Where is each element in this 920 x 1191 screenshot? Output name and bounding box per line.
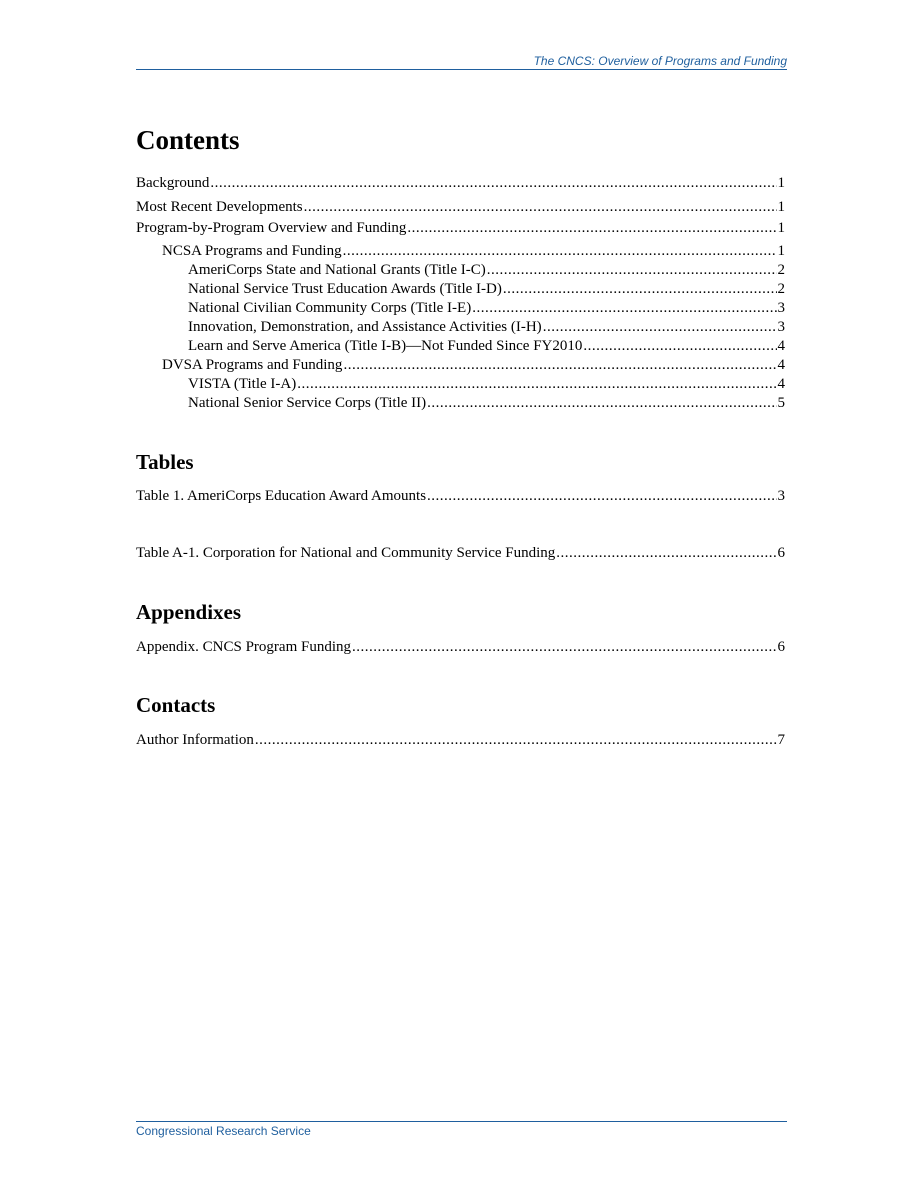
dot-leader	[543, 318, 777, 337]
dot-leader	[583, 337, 776, 356]
toc-entry-page: 7	[777, 732, 785, 748]
toc-entry-ncsa-programs[interactable]	[136, 242, 785, 261]
dot-leader	[556, 544, 776, 563]
toc-entry-americorps-grants[interactable]	[136, 261, 785, 280]
toc-entry-page: 2	[777, 281, 785, 297]
toc-entry-table-a1[interactable]	[136, 544, 785, 563]
toc-entry-title: Table A-1. Corporation for National and Community Service Funding	[136, 545, 556, 561]
toc-entry-title: Table 1. AmeriCorps Education Award Amounts	[136, 488, 427, 504]
toc-entry-title: National Service Trust Education Awards (Title I-D)	[188, 281, 502, 297]
toc-entry-vista[interactable]	[136, 375, 785, 394]
dot-leader	[297, 375, 776, 394]
contacts-heading: Contacts	[136, 693, 216, 717]
toc-entry-education-awards[interactable]	[136, 280, 785, 299]
toc-entry-appendix[interactable]	[136, 638, 785, 657]
footer-rule	[136, 1121, 787, 1122]
dot-leader	[503, 280, 777, 299]
toc-entry-title: Author Information	[136, 732, 254, 748]
toc-entry-title: DVSA Programs and Funding	[162, 357, 343, 373]
toc-entry-background[interactable]	[136, 174, 785, 193]
dot-leader	[343, 242, 777, 261]
toc-entry-title: NCSA Programs and Funding	[162, 243, 342, 259]
toc-entry-page: 3	[777, 488, 785, 504]
dot-leader	[352, 638, 776, 657]
toc-entry-innovation-demonstration[interactable]	[136, 318, 785, 337]
toc-entry-title: Most Recent Developments	[136, 199, 303, 215]
toc-entry-title: Program-by-Program Overview and Funding	[136, 220, 407, 236]
running-footer: Congressional Research Service	[136, 1124, 311, 1138]
toc-entry-title: National Civilian Community Corps (Title I-E)	[188, 300, 472, 316]
dot-leader	[427, 487, 776, 506]
toc-entry-senior-service-corps[interactable]	[136, 394, 785, 413]
dot-leader	[407, 219, 776, 238]
toc-entry-learn-and-serve[interactable]	[136, 337, 785, 356]
toc-entry-civilian-community-corps[interactable]	[136, 299, 785, 318]
toc-entry-title: National Senior Service Corps (Title II)	[188, 395, 427, 411]
toc-entry-program-overview[interactable]	[136, 219, 785, 238]
toc-entry-page: 4	[777, 357, 785, 373]
toc-entry-page: 4	[777, 338, 785, 354]
toc-entry-page: 6	[777, 545, 785, 561]
toc-entry-page: 1	[777, 175, 785, 191]
toc-entry-page: 4	[777, 376, 785, 392]
toc-entry-title: AmeriCorps State and National Grants (Title I-C)	[188, 262, 486, 278]
running-header: The CNCS: Overview of Programs and Funding	[533, 54, 787, 68]
toc-entry-title: Appendix. CNCS Program Funding	[136, 639, 352, 655]
dot-leader	[427, 394, 776, 413]
toc-entry-page: 1	[777, 220, 785, 236]
toc-entry-author-information[interactable]	[136, 731, 785, 750]
toc-entry-table-1[interactable]	[136, 487, 785, 506]
toc-entry-page: 6	[777, 639, 785, 655]
toc-entry-title: Innovation, Demonstration, and Assistance Activities (I-H)	[188, 319, 542, 335]
toc-entry-title: Learn and Serve America (Title I-B)—Not Funded Since FY2010	[188, 338, 583, 354]
appendixes-heading: Appendixes	[136, 600, 242, 624]
toc-entry-page: 2	[777, 262, 785, 278]
toc-entry-page: 3	[777, 319, 785, 335]
dot-leader	[343, 356, 776, 375]
toc-entry-dvsa-programs[interactable]	[136, 356, 785, 375]
dot-leader	[472, 299, 776, 318]
toc-entry-page: 1	[777, 199, 785, 215]
toc-entry-page: 3	[777, 300, 785, 316]
toc-entry-most-recent-developments[interactable]	[136, 198, 785, 217]
toc-entry-page: 5	[777, 395, 785, 411]
contents-heading: Contents	[136, 125, 240, 155]
header-rule	[136, 69, 787, 70]
dot-leader	[210, 174, 776, 193]
toc-entry-page: 1	[777, 243, 785, 259]
toc-entry-title: Background	[136, 175, 210, 191]
toc-entry-title: VISTA (Title I-A)	[188, 376, 297, 392]
dot-leader	[304, 198, 777, 217]
dot-leader	[487, 261, 777, 280]
tables-heading: Tables	[136, 450, 194, 474]
dot-leader	[255, 731, 777, 750]
